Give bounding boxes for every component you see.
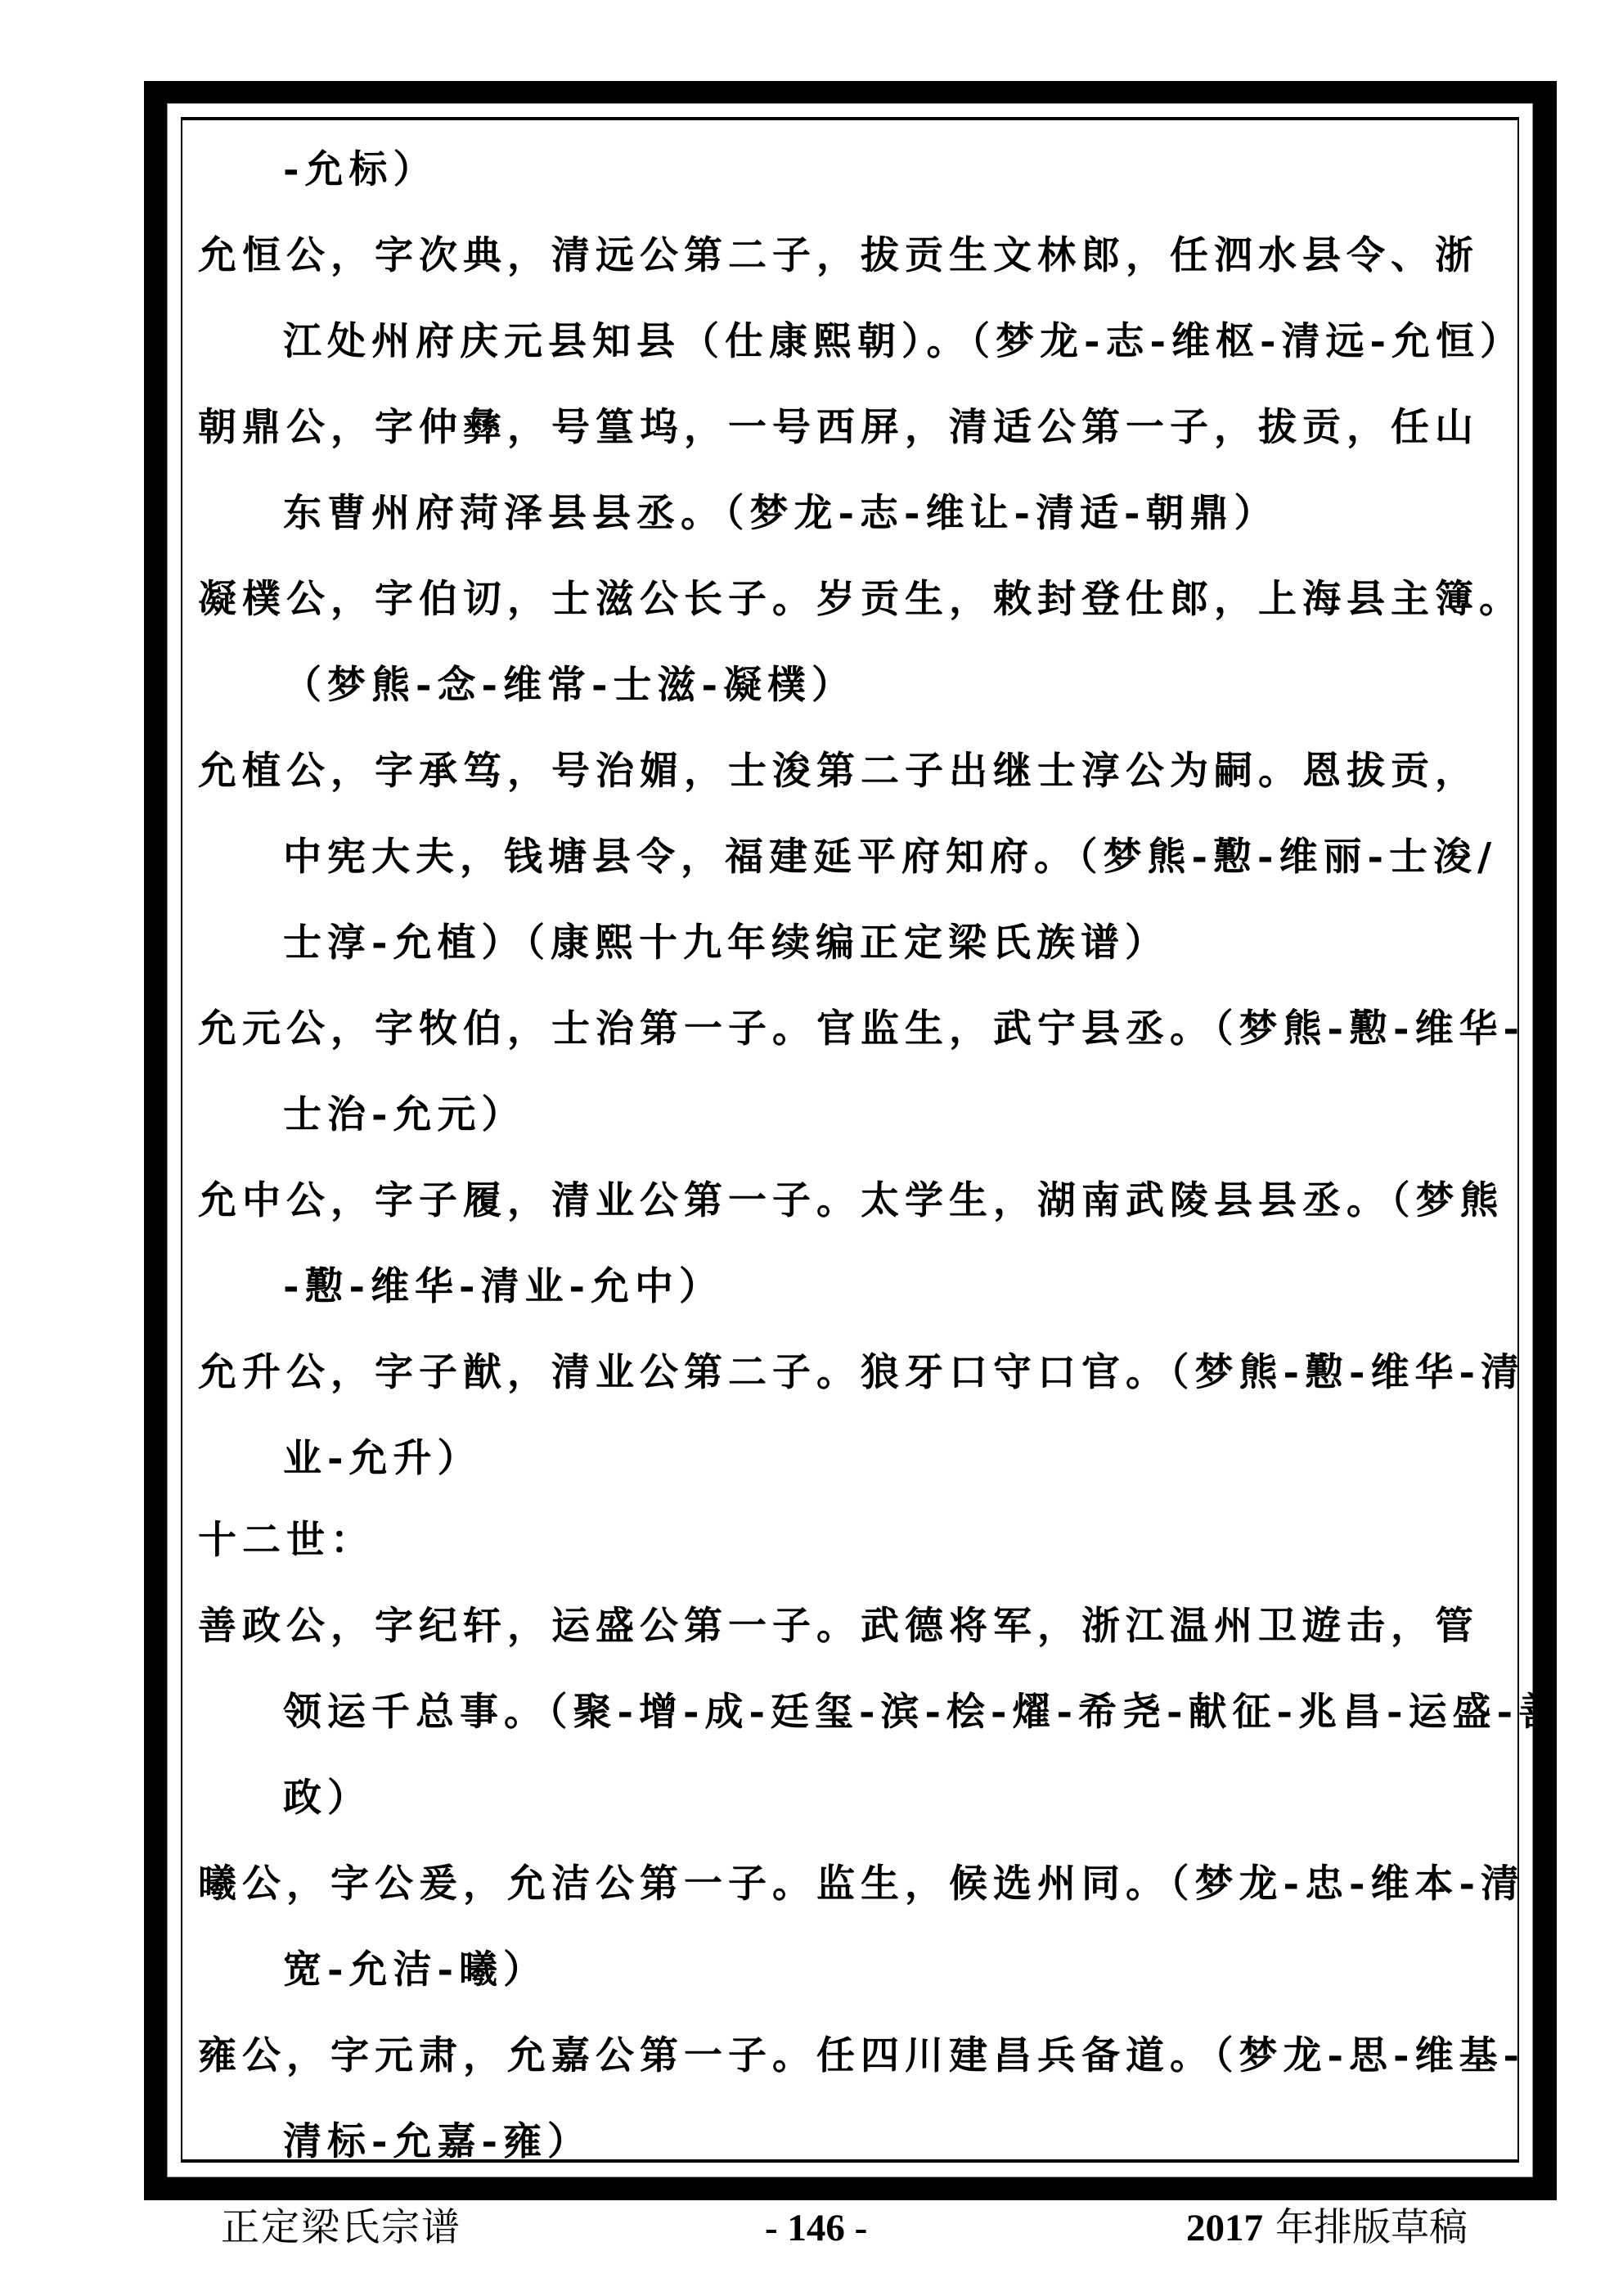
footer-draft-label: 年排版草稿 xyxy=(1275,2205,1468,2250)
text-line: 雍公，字元肃，允嘉公第一子。任四川建昌兵备道。（梦龙-思-维基- xyxy=(198,2033,1526,2078)
text-line: -允标） xyxy=(283,147,438,192)
text-line: 允升公，字子猷，清业公第二子。狼牙口守口官。（梦熊-懃-维华-清 xyxy=(198,1350,1526,1395)
text-line: 允植公，字承笃，号治媚，士浚第二子出继士淳公为嗣。恩拔贡， xyxy=(198,749,1479,794)
text-line: 中宪大夫，钱塘县令，福建延平府知府。（梦熊-懃-维丽-士浚/ xyxy=(283,835,1498,880)
text-line: 允中公，字子履，清业公第一子。太学生，湖南武陵县县丞。（梦熊 xyxy=(198,1178,1504,1223)
text-line: 凝樸公，字伯讱，士滋公长子。岁贡生，敕封登仕郎，上海县主簿。 xyxy=(198,577,1523,622)
text-line: （梦熊-念-维常-士滋-凝樸） xyxy=(283,663,856,708)
text-line: 东曹州府菏泽县县丞。（梦龙-志-维让-清适-朝鼎） xyxy=(283,491,1279,536)
text-line: 政） xyxy=(283,1776,371,1821)
text-line: 善政公，字纪轩，运盛公第一子。武德将军，浙江温州卫遊击，管 xyxy=(198,1604,1479,1649)
text-line: -懃-维华-清业-允中） xyxy=(283,1264,724,1309)
generation-heading: 十二世： xyxy=(198,1518,375,1563)
text-line: 士治-允元） xyxy=(283,1092,526,1137)
text-line: 曦公，字公爰，允洁公第一子。监生，候选州同。（梦龙-忠-维本-清 xyxy=(198,1862,1526,1907)
text-line: 朝鼎公，字仲彝，号篁坞，一号西屏，清适公第一子，拔贡，任山 xyxy=(198,405,1479,450)
text-line: 领运千总事。（聚-增-成-廷玺-滨-桧-燿-希尧-献征-兆昌-运盛-善 xyxy=(283,1690,1563,1735)
text-line: 允恒公，字次典，清远公第二子，拔贡生文林郎，任泗水县令、浙 xyxy=(198,233,1479,278)
text-line: 宽-允洁-曦） xyxy=(283,1947,548,1992)
text-line: 士淳-允植）（康熙十九年续编正定梁氏族谱） xyxy=(283,921,1170,966)
footer-year: 2017 xyxy=(1186,2207,1263,2249)
footer-draft-note xyxy=(1186,2199,1468,2257)
text-line: 清标-允嘉-雍） xyxy=(283,2119,592,2164)
text-line: 江处州府庆元县知县（仕康熙朝）。（梦龙-志-维枢-清远-允恒） xyxy=(283,319,1525,364)
text-line: 业-允升） xyxy=(283,1436,482,1481)
footer-book-title: 正定梁氏宗谱 xyxy=(221,2205,461,2250)
footer-page-number: - 146 - xyxy=(765,2207,868,2249)
text-line: 允元公，字牧伯，士治第一子。官监生，武宁县丞。（梦熊-懃-维华- xyxy=(198,1006,1526,1051)
